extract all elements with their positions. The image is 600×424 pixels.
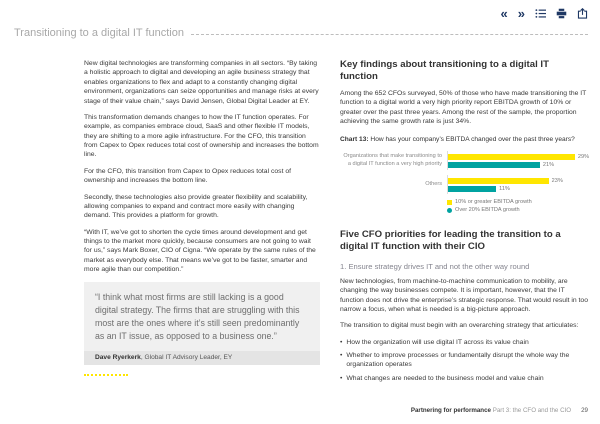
chart-row xyxy=(340,151,588,170)
bar-value-label: 23% xyxy=(551,177,563,184)
bar-20pct-growth xyxy=(448,186,496,192)
footer-page-number: 29 xyxy=(581,407,588,414)
print-icon[interactable] xyxy=(556,8,567,19)
bar-value-label: 29% xyxy=(577,153,590,160)
chart-bar-line xyxy=(448,153,588,160)
bar-value-label: 11% xyxy=(499,185,510,192)
footer-section: Part 3: the CFO and the CIO xyxy=(490,407,572,414)
left-column xyxy=(84,59,320,387)
priorities-section xyxy=(340,229,588,383)
bullet-text: What changes are needed to the business model and value chain xyxy=(346,374,544,382)
chart-bars-group xyxy=(447,151,588,170)
bullet-dot: • xyxy=(340,352,343,360)
bullet-item xyxy=(340,338,588,347)
legend-item xyxy=(447,207,588,213)
page-footer xyxy=(411,407,588,414)
legend-item xyxy=(447,199,588,205)
body-paragraph: For the CFO, this transition from Capex to Opex reduces total cost of ownership and increases the bottom line. xyxy=(84,167,292,185)
footer-doc-title: Partnering for performance xyxy=(410,407,491,414)
body-paragraph: “With IT, we’ve got to shorten the cycle times around development and get things to the market more quickly, because consumers are not going to wait for us,” says Mark Boxer, CIO of Cigna. “We operate by the same rules of the market as everybody else. That means we’ve got to be faster, smarter and more agile than our competition.” xyxy=(84,228,316,274)
ebitda-bar-chart xyxy=(340,151,588,213)
bullet-dot: • xyxy=(340,374,343,382)
chart-bars-group xyxy=(447,175,588,194)
chart-caption-label: Chart 13: xyxy=(340,136,369,144)
pull-quote-attribution xyxy=(84,351,320,365)
content-columns xyxy=(84,59,588,387)
chart-bar-line xyxy=(448,161,588,168)
body-paragraph: Secondly, these technologies also provide greater flexibility and scalability, allowing companies to expand and contract more easily with changing demand. This provides a platform for growth. xyxy=(84,193,308,220)
bullet-item xyxy=(340,374,588,383)
chart-caption-text: How has your company’s EBITDA changed over the past three years? xyxy=(368,136,575,144)
chart-bar-line xyxy=(448,185,588,192)
right-column xyxy=(340,59,588,387)
chart-legend xyxy=(447,199,588,213)
bullet-dot: • xyxy=(340,338,343,346)
viewer-toolbar xyxy=(501,7,588,20)
body-paragraph: New digital technologies are transforming companies in all sectors. “By taking a holistic approach to digital and developing an agile business strategy that enables organizations to flex and adapt to a constantly changing digital environment, organizations can seize opportunities and manage risks at every stage of their value chain,” says David Jensen, Global Digital Leader at EY. xyxy=(84,60,319,105)
chart-category-label: Organizations that make transitioning to a digital IT function a very high priority xyxy=(343,153,442,167)
pull-quote xyxy=(84,282,320,377)
bullet-text: Whether to improve processes or fundamentally disrupt the whole way the organization operates xyxy=(346,352,570,369)
bar-value-label: 21% xyxy=(542,161,555,168)
chart-caption xyxy=(340,136,588,145)
page-title: Transitioning to a digital IT function xyxy=(14,27,184,39)
chart-category-label: Others xyxy=(425,180,442,187)
page-title-row xyxy=(14,27,588,39)
legend-swatch-teal xyxy=(447,208,452,213)
yellow-dotted-accent xyxy=(84,374,128,376)
bar-20pct-growth xyxy=(448,162,540,168)
legend-swatch-yellow xyxy=(447,200,452,205)
chart-bar-line xyxy=(448,177,588,184)
key-findings-body: Among the 652 CFOs surveyed, 50% of those who have made transitioning the IT function to a digital world a very high priority report EBITDA growth of 10% or greater over the past three years. Among the rest of the sample, the proportion achieving the same growth rate is just 34%. xyxy=(340,89,587,126)
legend-label: 10% or greater EBITDA growth xyxy=(455,199,532,206)
double-chevron-right-icon[interactable]: » xyxy=(517,6,525,21)
attribution-name: Dave Ryerkerk xyxy=(95,354,141,362)
chart-row xyxy=(340,175,588,194)
title-dashed-rule xyxy=(191,34,588,35)
bar-10pct-growth xyxy=(448,178,549,184)
attribution-role: , Global IT Advisory Leader, EY xyxy=(140,354,233,362)
double-chevron-left-icon[interactable]: « xyxy=(500,6,508,21)
share-icon[interactable] xyxy=(577,8,588,19)
bar-10pct-growth xyxy=(448,154,575,160)
body-paragraph: This transformation demands changes to how the IT function operates. For example, as companies embrace cloud, SaaS and other flexible IT models, they are shifting to a more agile infrastructure. For the CFO, this transition from Capex to Opex reduces total cost of ownership and increases the bottom line. xyxy=(84,113,319,159)
priority-1-title: 1. Ensure strategy drives IT and not the other way round xyxy=(340,262,530,271)
priorities-heading: Five CFO priorities for leading the transition to a digital IT function with their CIO xyxy=(340,229,561,253)
bullet-item xyxy=(340,351,588,370)
priority-1-body: New technologies, from machine-to-machine communication to mobility, are changing the way businesses compete. It is important, however, that the IT function does not drive the enterprise’s strategic response. That would result in too narrow a focus, when what is needed is a big-picture approach. xyxy=(340,277,588,313)
bullet-text: How the organization will use digital IT across its value chain xyxy=(346,338,529,346)
pull-quote-text: “I think what most firms are still lacking is a good digital strategy. The firms that are struggling with this most are the ones where it’s still seen predominantly as an IT issue, as opposed to a business one.” xyxy=(84,282,320,352)
key-findings-heading: Key findings about transitioning to a digital IT function xyxy=(340,59,549,82)
contents-list-icon[interactable] xyxy=(535,8,546,19)
legend-label: Over 20% EBITDA growth xyxy=(455,207,520,214)
priority-1-lead: The transition to digital must begin with an overarching strategy that articulates: xyxy=(340,322,579,330)
